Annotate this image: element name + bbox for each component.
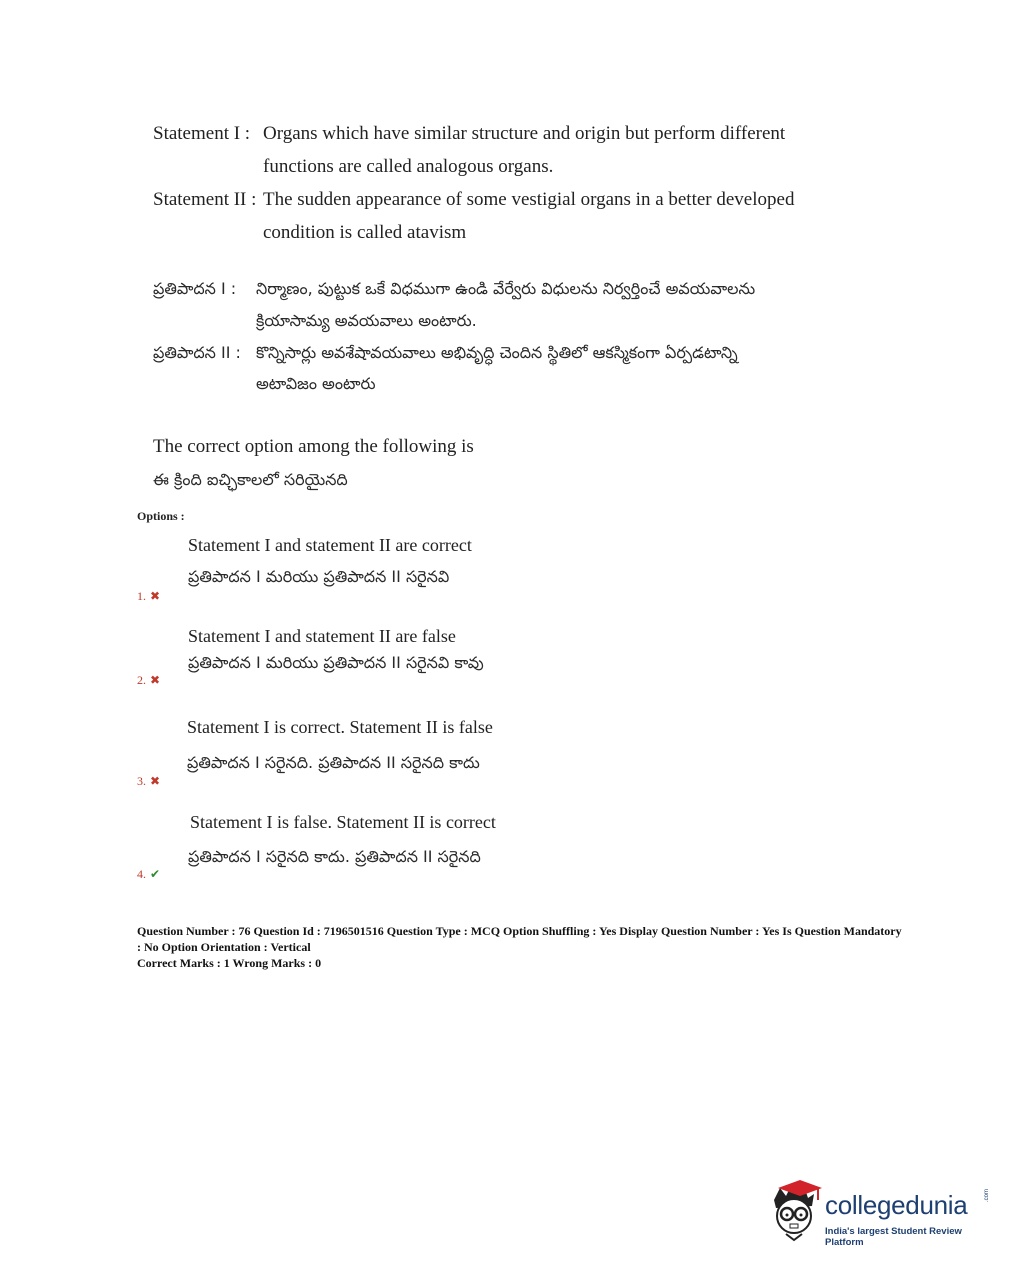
option-3-telugu: ప్రతిపాదన I సరైనది. ప్రతిపాదన II సరైనది కాదు (187, 753, 480, 772)
options-label: Options : (137, 509, 185, 523)
logo-domain-suffix: .com (984, 1188, 990, 1202)
option-3-number (137, 774, 160, 789)
telugu-statement-2-line-2: అటావిజం అంటారు (256, 374, 376, 393)
option-4-number (137, 867, 160, 882)
question-prompt-telugu: ఈ క్రింది ఐచ్ఛికాలలో సరియైనది (153, 470, 348, 489)
telugu-statement-2-label: ప్రతిపాదన II : (153, 343, 241, 362)
wrong-mark-icon: ✖ (150, 589, 161, 603)
logo-tagline: India's largest Student Review Platform (825, 1226, 962, 1248)
telugu-statement-2-line-1: కొన్నిసార్లు అవశేషావయవాలు అభివృద్ధి చెందిన స్థితిలో ఆకస్మికంగా ఏర్పడటాన్ని (256, 343, 738, 362)
option-1-telugu: ప్రతిపాదన I మరియు ప్రతిపాదన II సరైనవి (188, 567, 450, 586)
statement-2-label: Statement II : (153, 189, 257, 210)
statement-1-label: Statement I : (153, 123, 251, 144)
option-4-telugu: ప్రతిపాదన I సరైనది కాదు. ప్రతిపాదన II సరైనది (188, 847, 481, 866)
option-2-number (137, 673, 160, 688)
question-meta-info: Question Number : 76 Question Id : 7196501516 Question Type : MCQ Option Shuffling : Yes Display Question Number : Yes Is Question Mandatory : No Option Orientation : Vertical (137, 924, 902, 954)
option-3-english: Statement I is correct. Statement II is false (187, 717, 493, 737)
telugu-statement-1-line-1: నిర్మాణం, పుట్టుక ఒకే విధముగా ఉండి వేర్వేరు విధులను నిర్వర్తించే అవయవాలను (256, 279, 756, 298)
option-1-number-text: 1. (137, 589, 146, 603)
telugu-statement-1-line-2: క్రియాసామ్య అవయవాలు అంటారు. (256, 311, 477, 330)
option-2-english: Statement I and statement II are false (188, 626, 456, 646)
option-4-number-text: 4. (137, 867, 146, 881)
option-1-number (137, 589, 160, 604)
wrong-mark-icon: ✖ (150, 673, 161, 687)
logo-wordmark: collegedunia (825, 1190, 968, 1220)
statement-1-line-1: Organs which have similar structure and origin but perform different (263, 123, 786, 144)
wrong-mark-icon: ✖ (150, 774, 161, 788)
statement-1-line-2: functions are called analogous organs. (263, 156, 554, 177)
correct-check-icon: ✔ (150, 867, 161, 881)
option-3-number-text: 3. (137, 774, 146, 788)
collegedunia-logo (768, 1178, 993, 1248)
mascot-icon (768, 1178, 828, 1248)
statement-2-line-1: The sudden appearance of some vestigial organs in a better developed (263, 189, 795, 210)
question-marks-info: Correct Marks : 1 Wrong Marks : 0 (137, 956, 322, 970)
statement-2-line-2: condition is called atavism (263, 222, 467, 243)
option-1-english: Statement I and statement II are correct (188, 535, 472, 555)
option-2-number-text: 2. (137, 673, 146, 687)
question-prompt-english: The correct option among the following is (153, 436, 474, 457)
option-2-telugu: ప్రతిపాదన I మరియు ప్రతిపాదన II సరైనవి కావు (188, 653, 484, 672)
option-4-english: Statement I is false. Statement II is correct (190, 812, 496, 832)
telugu-statement-1-label: ప్రతిపాదన I : (153, 279, 237, 298)
